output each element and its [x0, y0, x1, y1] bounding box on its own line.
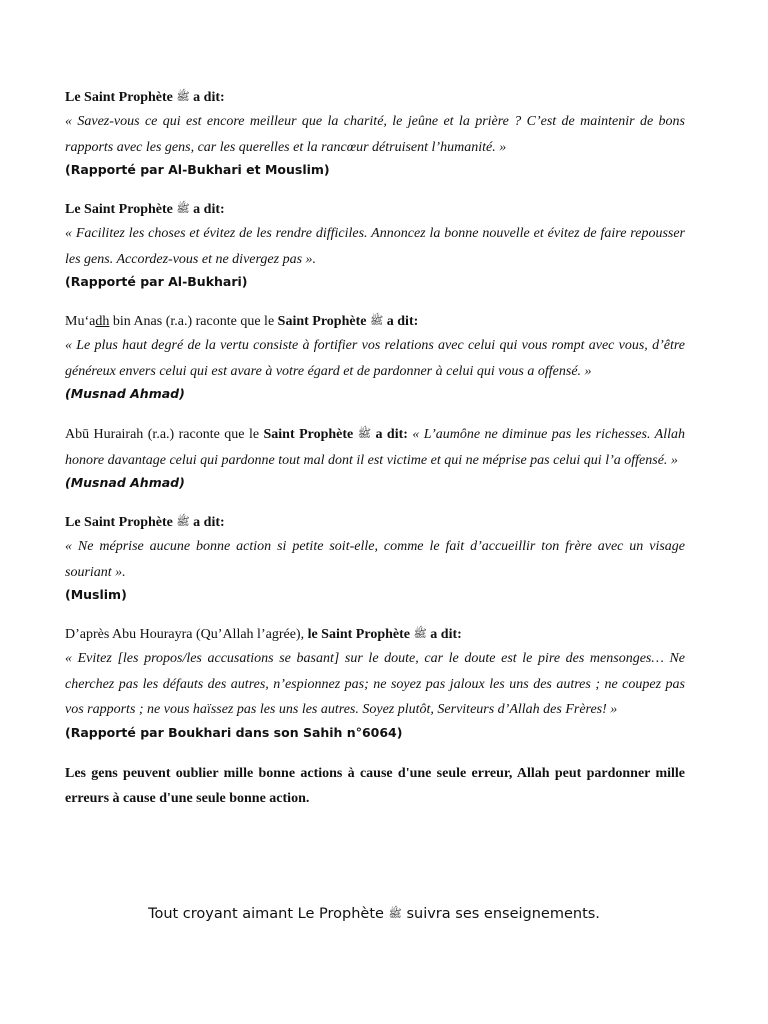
hadith-block	[65, 198, 685, 292]
hadith-intro	[65, 623, 685, 646]
intro-verb: a dit:	[386, 314, 419, 329]
hadith-quote: « Evitez [les propos/les accusations se basant] sur le doute, car le doute est le pire des mensonges… Ne cherchez pas les défauts des autres, n’espionnez pas; ne soyez pas jaloux les uns des autres ; ne coupez pas vos rapports ; ne vous haïssez pas les uns les autres. Soyez plutôt, Serviteurs d’Allah des Frères! »	[65, 651, 685, 717]
document-body	[65, 86, 685, 811]
hadith-block	[65, 310, 685, 404]
hadith-intro	[65, 198, 685, 221]
hadith-quote: « Ne méprise aucune bonne action si petite soit-elle, comme le fait d’accueillir ton frère avec un visage souriant ».	[65, 539, 685, 580]
hadith-intro	[65, 310, 685, 333]
hadith-intro-with-quote	[65, 422, 685, 473]
hadith-quote: « Facilitez les choses et évitez de les rendre difficiles. Annoncez la bonne nouvelle et évitez de faire repousser les gens. Accordez-vous et ne divergez pas ».	[65, 226, 685, 267]
prophet-subject: Saint Prophète	[277, 314, 367, 329]
salawat-glyph: ﷺ	[357, 428, 371, 440]
intro-verb: a dit:	[193, 202, 225, 217]
hadith-block	[65, 86, 685, 180]
salawat-glyph: ﷺ	[369, 315, 384, 327]
hadith-source: (Musnad Ahmad)	[65, 386, 185, 401]
hadith-block	[65, 422, 685, 493]
hadith-intro	[65, 511, 685, 534]
hadith-source: (Musnad Ahmad)	[65, 475, 185, 490]
narrator-text: D’après Abu Hourayra (Qu’Allah l’agrée),	[65, 627, 308, 642]
prophet-subject: Le Saint Prophète	[65, 90, 173, 105]
salawat-glyph: ﷺ	[176, 91, 190, 103]
intro-verb: a dit:	[193, 90, 225, 105]
intro-verb: a dit:	[193, 515, 225, 530]
intro-verb: a dit:	[430, 627, 462, 642]
closing-line	[0, 906, 748, 923]
intro-verb: a dit:	[375, 427, 408, 442]
closing-text-start: Tout croyant aimant Le Prophète	[148, 906, 389, 922]
hadith-source: (Rapporté par Al-Bukhari)	[65, 274, 248, 289]
hadith-source: (Muslim)	[65, 587, 127, 602]
prophet-subject: le Saint Prophète	[307, 627, 410, 642]
conclusion-paragraph: Les gens peuvent oublier mille bonne actions à cause d'une seule erreur, Allah peut pardonner mille erreurs à cause d'une seule bonne action.	[65, 765, 685, 806]
salawat-glyph: ﷺ	[176, 203, 190, 215]
narrator-name-underlined: dh	[95, 314, 110, 329]
hadith-quote: « Le plus haut degré de la vertu consiste à fortifier vos relations avec celui qui vous rompt avec vous, d’être généreux envers celui qui est avare à votre égard et de pardonner à celui qui vous a offensé. »	[65, 338, 685, 379]
hadith-intro	[65, 86, 685, 109]
hadith-source: (Rapporté par Boukhari dans son Sahih n°6064)	[65, 724, 403, 740]
closing-text-end: suivra ses enseignements.	[401, 906, 600, 922]
salawat-glyph: ﷺ	[176, 516, 190, 528]
hadith-source: (Rapporté par Al-Bukhari et Mouslim)	[65, 162, 330, 177]
prophet-subject: Saint Prophète	[263, 427, 354, 442]
narrator-text: bin Anas (r.a.) raconte que le	[109, 314, 278, 329]
prophet-subject: Le Saint Prophète	[65, 515, 173, 530]
hadith-block	[65, 623, 685, 743]
salawat-glyph: ﷺ	[388, 907, 402, 920]
prophet-subject: Le Saint Prophète	[65, 202, 173, 217]
hadith-quote: « Savez-vous ce qui est encore meilleur que la charité, le jeûne et la prière ? C’est de maintenir de bons rapports avec les gens, car les querelles et la rancœur détruisent l’humanité. »	[65, 114, 685, 155]
hadith-block	[65, 511, 685, 605]
narrator-name-part: Mu‘a	[65, 314, 96, 329]
salawat-glyph: ﷺ	[413, 628, 427, 640]
hadith-quote: « L’aumône ne diminue pas les richesses. Allah honore davantage celui qui pardonne tout mal dont il est victime et qui ne méprise pas celui qui l’a offensé. »	[65, 427, 685, 468]
narrator-text: Abū Hurairah (r.a.) raconte que le	[65, 427, 264, 442]
